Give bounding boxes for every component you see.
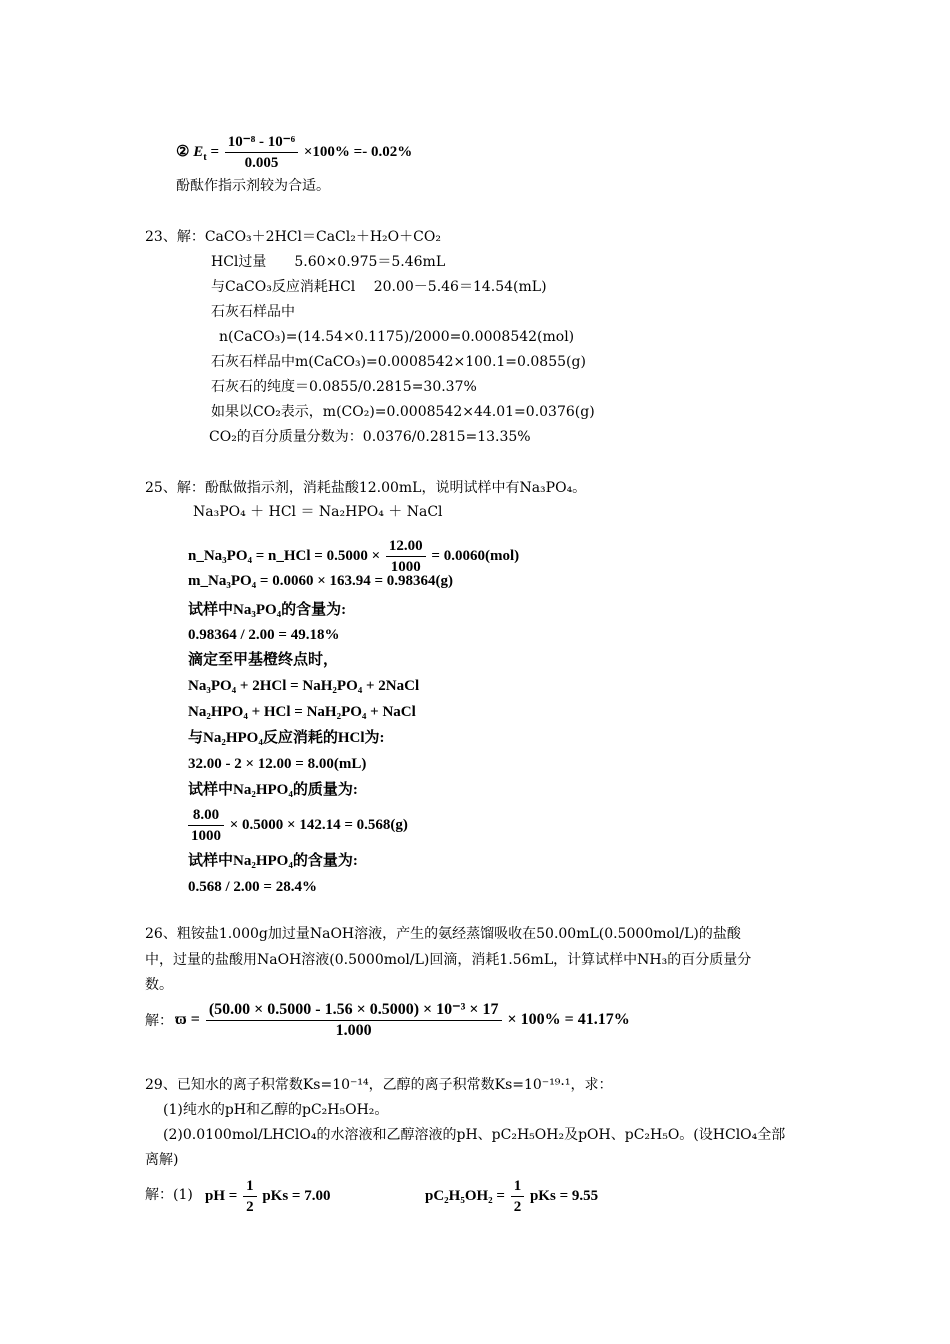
q29-pc-equation xyxy=(425,1176,598,1217)
circled-number: ② xyxy=(176,143,190,160)
q25-moles-equation xyxy=(188,536,519,577)
ph-result: pKs = 7.00 xyxy=(262,1187,331,1204)
half-numerator: 1 xyxy=(243,1176,257,1197)
et-subscript: t xyxy=(203,151,207,163)
q29-ph-equation xyxy=(205,1176,330,1217)
q26-equation xyxy=(175,1000,630,1041)
q29-line: (1)纯水的pH和乙醇的pC₂H₅OH₂。 xyxy=(163,1102,389,1118)
q26-solution-prefix: 解： xyxy=(145,1013,173,1029)
q23-line: CO₂的百分质量分数为：0.0376/0.2815=13.35% xyxy=(209,429,531,445)
half-numerator: 1 xyxy=(511,1176,525,1197)
q25-intro: 25、解：酚酞做指示剂，消耗盐酸12.00mL，说明试样中有Na₃PO₄。 xyxy=(145,480,587,496)
q23-line: 与CaCO₃反应消耗HCl 20.00－5.46＝14.54(mL) xyxy=(211,279,547,295)
moles-denominator: 1000 xyxy=(390,559,421,575)
half-denominator: 2 xyxy=(246,1199,254,1215)
q23-line: HCl过量 5.60×0.975＝5.46mL xyxy=(211,254,446,270)
mass-denominator: 1000 xyxy=(191,828,221,844)
half-fraction xyxy=(243,1176,257,1217)
et-result: ×100% =- 0.02% xyxy=(303,143,413,160)
omega-lhs: ϖ = xyxy=(175,1011,200,1029)
q25-titration-label: 滴定至甲基橙终点时， xyxy=(188,652,339,668)
q26-line: 数。 xyxy=(145,977,173,993)
q29-line: 29、已知水的离子积常数Ks=10⁻¹⁴，乙醇的离子积常数Ks=10⁻¹⁹·¹，求： xyxy=(145,1077,613,1093)
mass-numerator: 8.00 xyxy=(188,805,224,826)
q23-line: 石灰石样品中m(CaCO₃)=0.0008542×100.1=0.0855(g) xyxy=(211,354,586,370)
et-denominator: 0.005 xyxy=(244,155,279,171)
pc-lhs: pC₂H₅OH₂ = xyxy=(425,1187,505,1204)
half-denominator: 2 xyxy=(513,1199,522,1215)
q25-equation-2: Na₂HPO₄ + HCl = NaH₂PO₄ + NaCl xyxy=(188,704,416,720)
q25-mass-equation-2 xyxy=(188,805,408,846)
moles-fraction xyxy=(386,536,426,577)
q23-line: 石灰石样品中 xyxy=(211,304,295,320)
ph-lhs: pH = xyxy=(205,1187,238,1204)
half-fraction xyxy=(511,1176,525,1217)
q25-content-label: 试样中Na₃PO₄的含量为: xyxy=(188,602,347,618)
omega-fraction xyxy=(206,1000,502,1041)
q25-consume-label: 与Na₂HPO₄反应消耗的HCl为: xyxy=(188,730,385,746)
q22-conclusion: 酚酞作指示剂较为合适。 xyxy=(176,178,330,194)
omega-result: × 100% = 41.17% xyxy=(507,1011,630,1029)
mass-result: × 0.5000 × 142.14 = 0.568(g) xyxy=(229,816,408,833)
q23-line: 如果以CO₂表示，m(CO₂)=0.0008542×44.01=0.0376(g) xyxy=(211,404,595,420)
q23-line: 23、解：CaCO₃＋2HCl＝CaCl₂＋H₂O＋CO₂ xyxy=(145,229,441,245)
q25-reaction: Na₃PO₄ ＋ HCl ＝ Na₂HPO₄ ＋ NaCl xyxy=(193,504,443,520)
q25-mass-equation: m_Na₃PO₄ = 0.0060 × 163.94 = 0.98364(g) xyxy=(188,573,454,589)
q25-consume-value: 32.00 - 2 × 12.00 = 8.00(mL) xyxy=(188,756,367,772)
q26-line: 26、粗铵盐1.000g加过量NaOH溶液，产生的氨经蒸馏吸收在50.00mL(0.5000mol/L)的盐酸 xyxy=(145,926,741,942)
et-variable: E xyxy=(193,143,204,160)
q23-line: n(CaCO₃)=(14.54×0.1175)/2000=0.0008542(mol) xyxy=(219,329,575,345)
q25-pct-label: 试样中Na₂HPO₄的含量为: xyxy=(188,853,358,869)
q29-line: 离解) xyxy=(145,1152,179,1168)
q25-mass-label: 试样中Na₂HPO₄的质量为: xyxy=(188,782,358,798)
et-numerator: 10⁻⁸ - 10⁻⁶ xyxy=(225,132,298,153)
q22-et-equation xyxy=(176,132,412,173)
pc-result: pKs = 9.55 xyxy=(529,1187,599,1204)
q29-solution-prefix: 解：(1) xyxy=(145,1187,193,1203)
q25-content-value: 0.98364 / 2.00 = 49.18% xyxy=(188,627,340,643)
moles-numerator: 12.00 xyxy=(386,536,426,557)
q23-line: 石灰石的纯度＝0.0855/0.2815=30.37% xyxy=(211,379,477,395)
q25-equation-1: Na₃PO₄ + 2HCl = NaH₂PO₄ + 2NaCl xyxy=(188,678,420,694)
omega-denominator: 1.000 xyxy=(335,1022,372,1039)
omega-numerator: (50.00 × 0.5000 - 1.56 × 0.5000) × 10⁻³ × 17 xyxy=(206,1000,502,1021)
q25-pct-value: 0.568 / 2.00 = 28.4% xyxy=(188,879,317,895)
et-fraction xyxy=(225,132,298,173)
q29-line: (2)0.0100mol/LHClO₄的水溶液和乙醇溶液的pH、pC₂H₅OH₂及pOH、pC₂H₅O。(设HClO₄全部 xyxy=(163,1127,786,1143)
q26-line: 中，过量的盐酸用NaOH溶液(0.5000mol/L)回滴，消耗1.56mL，计算试样中NH₃的百分质量分 xyxy=(145,952,752,968)
moles-lhs: n_Na₃PO₄ = n_HCl = 0.5000 × xyxy=(188,547,381,564)
mass-fraction xyxy=(188,805,224,846)
equals-sign: = xyxy=(210,143,220,160)
moles-result: = 0.0060(mol) xyxy=(431,547,520,564)
